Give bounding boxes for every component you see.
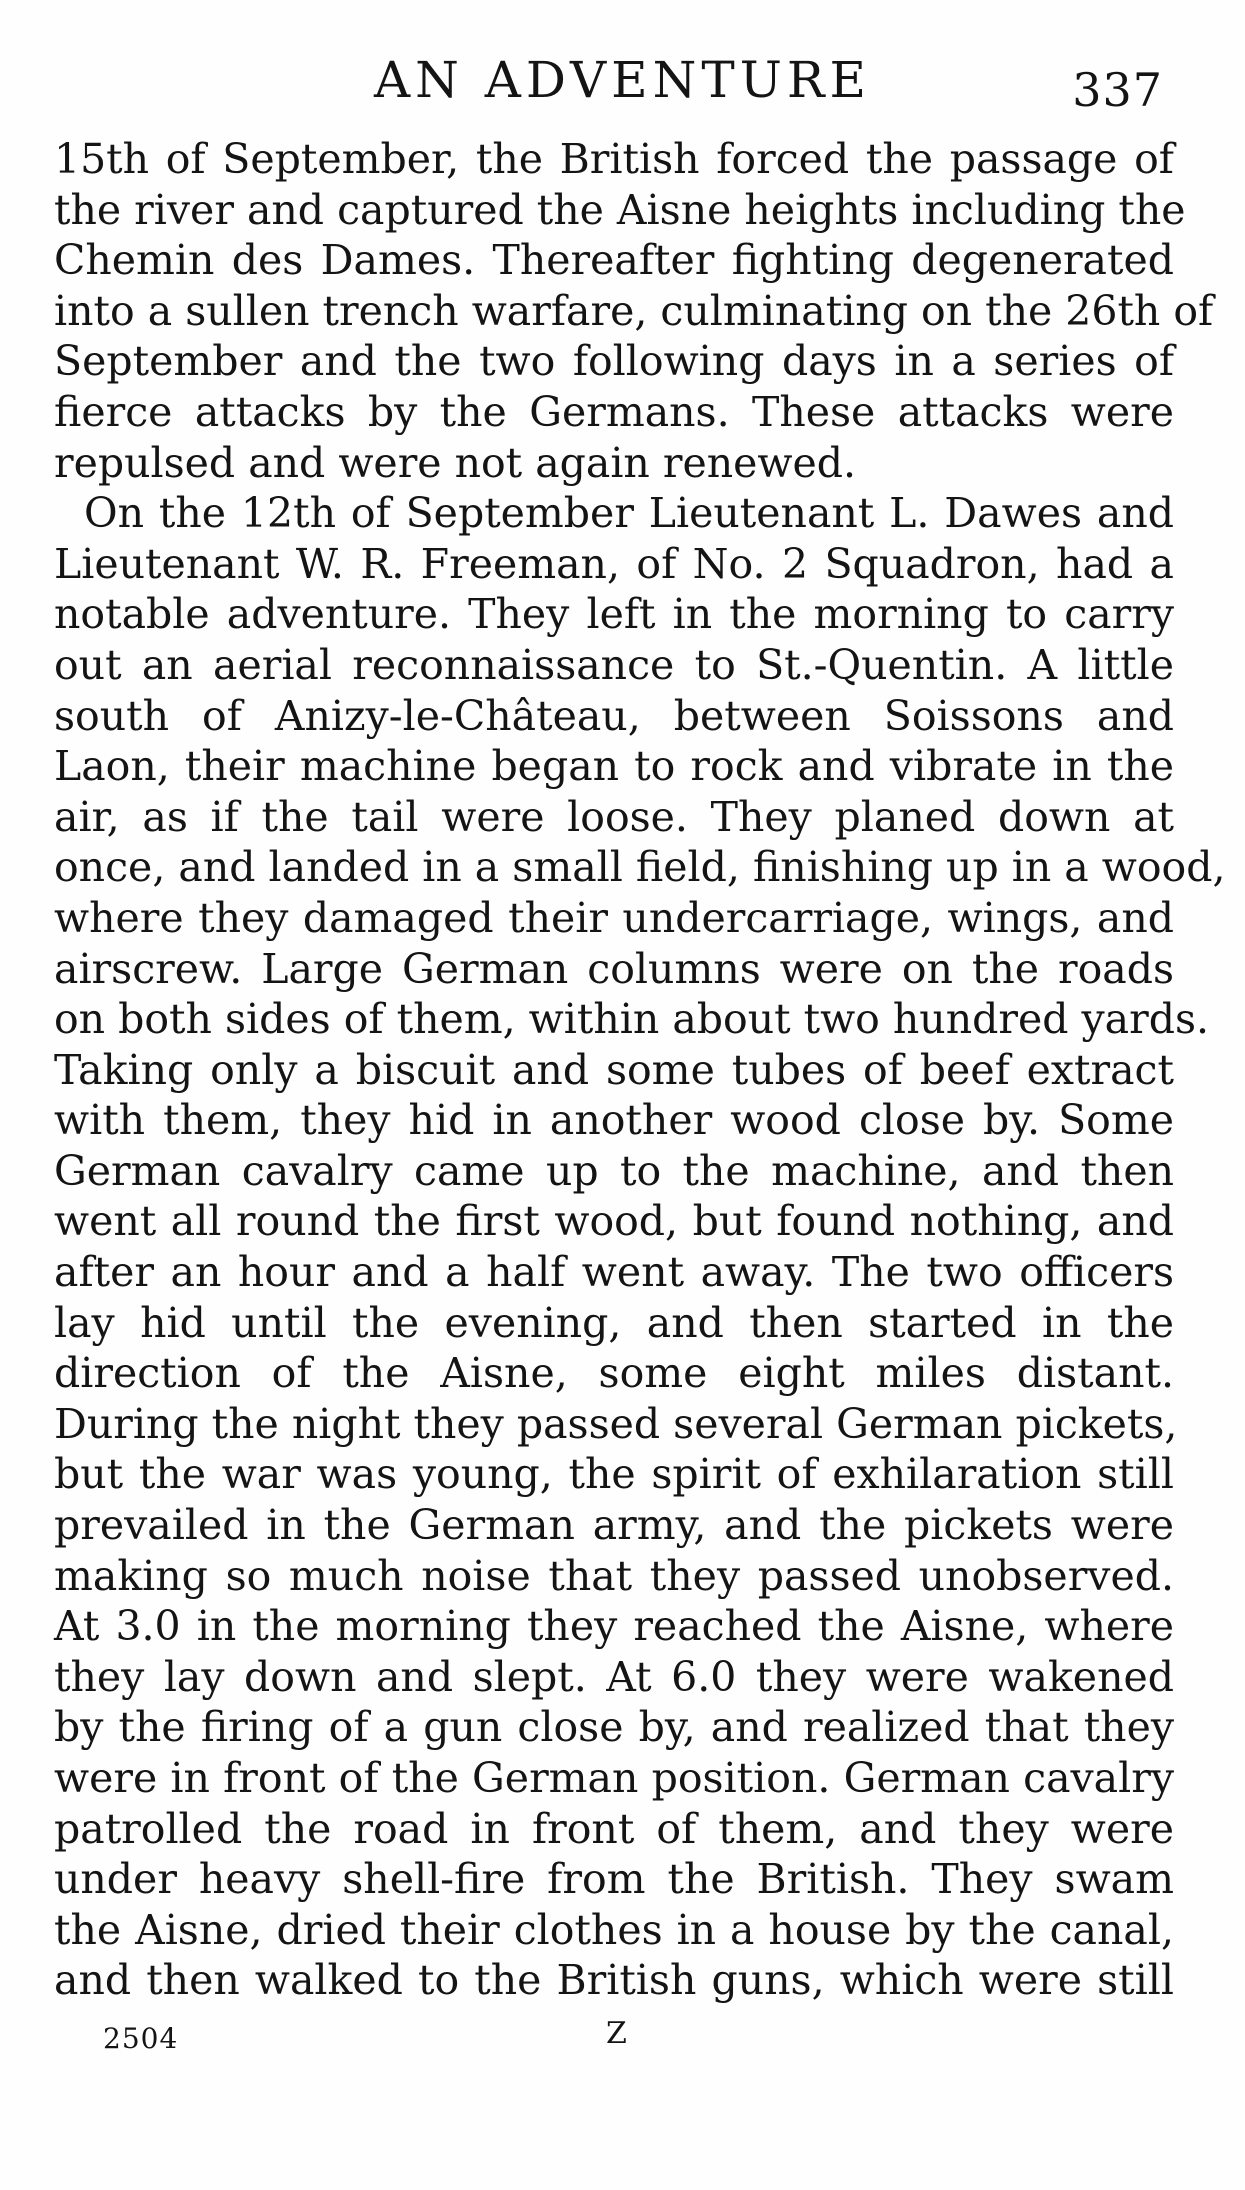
text-line: airscrew. Large German columns were on the roads (54, 944, 1174, 993)
text-line: 15th of September, the British forced the passage of (54, 135, 1174, 183)
text-line: Lieutenant W. R. Freeman, of No. 2 Squadron, had a (54, 539, 1174, 588)
text-line: repulsed and were not again renewed. (54, 438, 857, 487)
text-line: fierce attacks by the Germans. These attacks were (54, 387, 1174, 436)
text-line: air, as if the tail were loose. They planed down at (54, 792, 1174, 841)
text-line: by the firing of a gun close by, and realized that they (54, 1703, 1174, 1752)
text-line: into a sullen trench warfare, culminating on the 26th of (54, 286, 1214, 335)
body-text (54, 134, 1226, 2066)
text-line: the river and captured the Aisne heights including the (54, 185, 1186, 234)
text-line: but the war was young, the spirit of exhilaration still (54, 1450, 1174, 1499)
signature-number: 2504 (103, 2021, 179, 2055)
text-line: and then walked to the British guns, which were still (54, 1956, 1174, 2005)
text-line: on both sides of them, within about two hundred yards. (54, 995, 1210, 1044)
text-line: prevailed in the German army, and the pickets were (54, 1501, 1174, 1550)
text-line: At 3.0 in the morning they reached the Aisne, where (54, 1602, 1174, 1651)
text-line: direction of the Aisne, some eight miles distant. (54, 1349, 1174, 1398)
text-line: On the 12th of September Lieutenant L. Dawes and (84, 489, 1174, 538)
running-head (0, 50, 1245, 117)
signature-mark: Z (606, 2015, 627, 2051)
text-line: were in front of the German position. German cavalry (54, 1754, 1174, 1802)
text-line: lay hid until the evening, and then started in the (54, 1298, 1174, 1347)
page-footer (0, 2006, 1245, 2066)
text-line: they lay down and slept. At 6.0 they were wakened (54, 1652, 1174, 1701)
text-line: September and the two following days in a series of (54, 337, 1174, 386)
text-line: Taking only a biscuit and some tubes of beef extract (54, 1045, 1174, 1094)
text-line: out an aerial reconnaissance to St.-Quentin. A little (54, 640, 1174, 689)
text-line: Laon, their machine began to rock and vibrate in the (54, 742, 1174, 791)
text-line: German cavalry came up to the machine, and then (54, 1146, 1174, 1195)
text-line: with them, they hid in another wood close by. Some (54, 1096, 1174, 1145)
text-line: making so much noise that they passed unobserved. (54, 1551, 1174, 1600)
page-number: 337 (1072, 63, 1163, 117)
text-line: patrolled the road in front of them, and they were (54, 1804, 1174, 1853)
text-line: the Aisne, dried their clothes in a house by the canal, (54, 1905, 1174, 1954)
text-line: where they damaged their undercarriage, wings, and (54, 893, 1174, 942)
text-line: after an hour and a half went away. The two officers (54, 1248, 1174, 1297)
text-line: south of Anizy-le-Château, between Soissons and (54, 691, 1174, 740)
text-line: Chemin des Dames. Thereafter fighting degenerated (54, 236, 1174, 285)
text-line: went all round the first wood, but found nothing, and (54, 1197, 1174, 1246)
text-line: notable adventure. They left in the morning to carry (54, 590, 1174, 639)
text-line: once, and landed in a small field, finishing up in a wood, (54, 843, 1226, 892)
running-title: AN ADVENTURE (373, 51, 872, 109)
text-line: under heavy shell-fire from the British. They swam (54, 1855, 1174, 1904)
text-line: During the night they passed several German pickets, (54, 1399, 1178, 1448)
